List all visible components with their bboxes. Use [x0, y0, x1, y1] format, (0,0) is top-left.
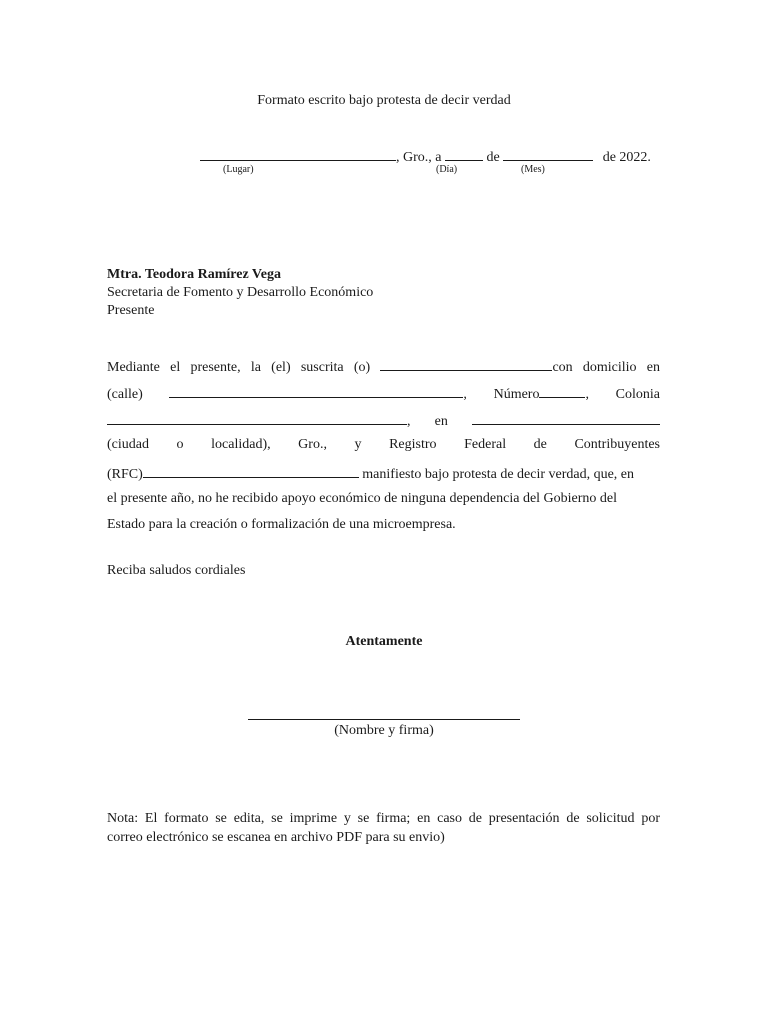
signature-label: (Nombre y firma) — [334, 723, 434, 738]
date-line — [200, 148, 651, 165]
body-text: en — [434, 414, 448, 429]
month-blank[interactable] — [503, 148, 593, 161]
body-line-4: (ciudad o localidad), Gro., y Registro Federal de Contribuyentes — [107, 437, 660, 452]
note-line-1: Nota: El formato se edita, se imprime y se firma; en caso de presentación de solicitud por — [107, 811, 660, 826]
body-line-3 — [107, 412, 660, 429]
body-line-7: Estado para la creación o formalización de una microempresa. — [107, 517, 456, 532]
addressee-name: Mtra. Teodora Ramírez Vega — [107, 267, 281, 282]
de-text: de — [486, 150, 500, 165]
signature-line[interactable] — [248, 719, 520, 720]
body-line-1 — [107, 358, 660, 375]
body-text: Número — [493, 387, 540, 402]
addressee-presente: Presente — [107, 303, 155, 318]
year-text: de 2022. — [602, 150, 651, 165]
addressee-position: Secretaria de Fomento y Desarrollo Económico — [107, 285, 374, 300]
body-text: (calle) — [107, 387, 143, 402]
number-blank[interactable] — [539, 385, 585, 398]
street-blank[interactable] — [169, 385, 463, 398]
body-text: manifiesto bajo protesta de decir verdad, que, en — [362, 467, 635, 482]
greeting: Reciba saludos cordiales — [107, 563, 246, 578]
atentamente: Atentamente — [345, 634, 423, 649]
label-lugar: (Lugar) — [223, 164, 254, 175]
label-mes: (Mes) — [521, 164, 545, 175]
note-line-2: correo electrónico se escanea en archivo PDF para su envio) — [107, 830, 445, 845]
body-line-6: el presente año, no he recibido apoyo económico de ninguna dependencia del Gobierno del — [107, 491, 618, 506]
body-text: Colonia — [615, 387, 660, 402]
colonia-blank[interactable] — [107, 412, 407, 425]
body-text: , — [463, 387, 467, 402]
label-dia: (Día) — [436, 164, 458, 175]
body-line-2 — [107, 385, 660, 402]
place-separator: , Gro., a — [396, 150, 442, 165]
body-line-5 — [107, 465, 634, 482]
body-text: con domicilio en — [552, 360, 661, 375]
rfc-blank[interactable] — [143, 465, 359, 478]
body-text: Mediante el presente, la (el) suscrita (o) — [107, 360, 371, 375]
body-text: (RFC) — [107, 467, 143, 482]
name-blank[interactable] — [380, 358, 552, 371]
place-blank[interactable] — [200, 148, 396, 161]
city-blank[interactable] — [472, 412, 660, 425]
body-text: , — [585, 387, 589, 402]
document-title: Formato escrito bajo protesta de decir verdad — [257, 93, 511, 108]
day-blank[interactable] — [445, 148, 483, 161]
body-text: , — [407, 414, 411, 429]
